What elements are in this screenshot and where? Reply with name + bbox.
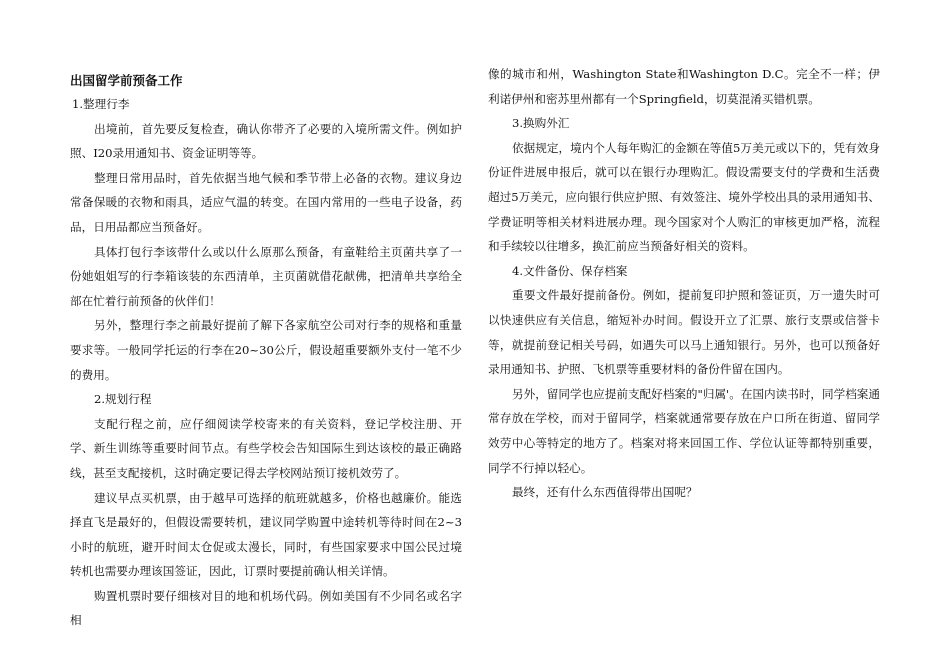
- page-title: 出国留学前预备工作: [70, 73, 183, 88]
- paragraph: 另外，留同学也应提前支配好档案的"归属'。在国内读书时，同学档案通常存放在学校，而对于留同学，档案就通常要存放在户口所在街道、留同学效劳中心等特定的地方了。档案对将来回国工作、学位认证等都特别重要，同学不行掉以轻心。: [488, 386, 880, 475]
- paragraph: 最终，还有什么东西值得带出国呢？: [512, 485, 698, 500]
- paragraph: 建议早点买机票，由于越早可选择的航班就越多，价格也越廉价。能选择直飞是最好的，但假设需要转机，建议同学购置中途转机等待时间在2~3小时的航班，避开时间太仓促或太漫长，同时，有些国家要求中国公民过境转机也需要办理该国签证，因此，订票时要提前确认相关详情。: [70, 490, 462, 579]
- paragraph: 支配行程之前，应仔细阅读学校寄来的有关资料，登记学校注册、开学、新生训练等重要时间节点。有些学校会告知国际生到达该校的最正确路线，甚至支配接机，这时确定要记得去学校网站预订接机效劳了。: [70, 416, 462, 480]
- paragraph: 整理日常用品时，首先依据当地气候和季节带上必备的衣物。建议身边常备保暖的衣物和雨具，适应气温的转变。在国内常用的一些电子设备，药品，日用品都应当预备好。: [70, 170, 462, 234]
- section-heading-currency: 3.换购外汇: [512, 116, 570, 131]
- left-column: [70, 70, 462, 633]
- section-heading-documents: 4.文件备份、保存档案: [512, 263, 628, 278]
- paragraph: 出境前，首先要反复检查，确认你带齐了必要的入境所需文件。例如护照、I20录用通知书、资金证明等等。: [70, 121, 462, 161]
- right-column: [488, 62, 880, 505]
- paragraph: 购置机票时要仔细核对目的地和机场代码。例如美国有不少同名或名字相: [70, 588, 462, 628]
- section-heading-packing: 1.整理行李: [72, 97, 130, 111]
- paragraph: 依据规定，境内个人每年购汇的金额在等值5万美元或以下的，凭有效身份证件进展申报后，就可以在银行办理购汇。假设需要支付的学费和生活费超过5万美元，应向银行供应护照、有效签注、境外学校出具的录用通知书、学费证明等相关材料进展办理。现今国家对个人购汇的审核更加严格，流程和手续较以往增多，换汇前应当预备好相关的资料。: [488, 140, 880, 254]
- paragraph: 另外，整理行李之前最好提前了解下各家航空公司对行李的规格和重量要求等。一般同学托运的行李在20~30公斤，假设超重要额外支付一笔不少的费用。: [70, 318, 462, 382]
- paragraph: 重要文件最好提前备份。例如，提前复印护照和签证页，万一遗失时可以快速供应有关信息，缩短补办时间。假设开立了汇票、旅行支票或信誉卡等，就提前登记相关号码，如遇失可以马上通知银行。另外，也可以预备好录用通知书、护照、飞机票等重要材料的备份件留在国内。: [488, 288, 880, 377]
- section-heading-itinerary: 2.规划行程: [94, 392, 152, 407]
- paragraph: 具体打包行李该带什么或以什么原那么预备，有童鞋给主页菌共享了一份她姐姐写的行李箱该装的东西清单，主页菌就借花献佛，把清单共享给全部在忙着行前预备的伙伴们！: [70, 244, 462, 308]
- paragraph-continued: 像的城市和州，Washington State和Washington D.C。完全不一样；伊利诺伊州和密苏里州都有一个Springfield，切莫混淆买错机票。: [488, 67, 880, 106]
